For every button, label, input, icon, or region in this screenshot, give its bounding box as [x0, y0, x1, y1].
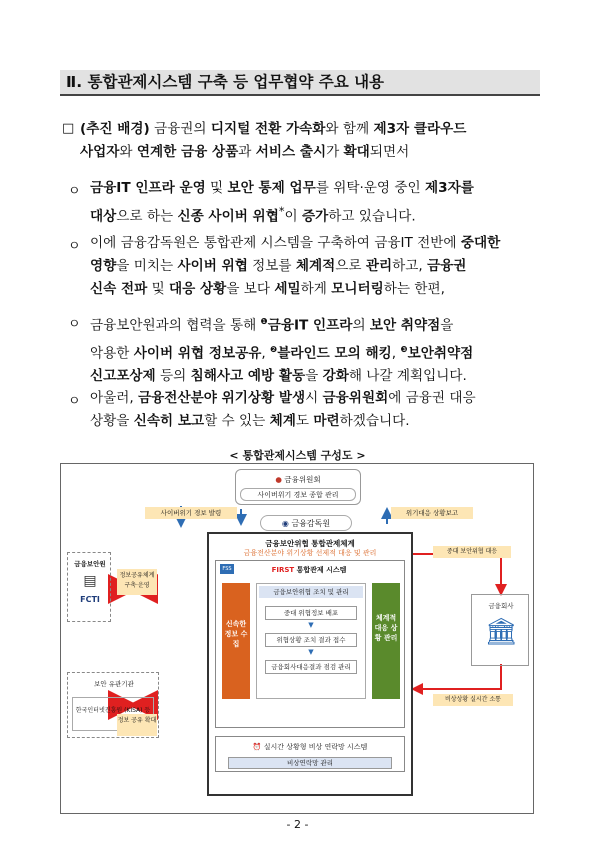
emph: 제3자 클라우드 [373, 121, 467, 137]
text: 을 보다 [226, 281, 275, 297]
arrow-from-bank [413, 664, 501, 689]
left-column: 신속한 정보 수집 [222, 583, 250, 699]
fsc-sub: 사이버위기 경보 종합 관리 [240, 488, 356, 501]
emph: 사이버 위협 [177, 258, 248, 274]
emph: 확대 [343, 144, 370, 160]
emph: 보안 통제 업무 [227, 180, 316, 196]
emph: 신속히 보고 [133, 413, 205, 429]
first-title [216, 565, 402, 575]
emph: 세밀 [274, 281, 301, 297]
text: 을 미치는 [116, 258, 178, 274]
text: 이 [284, 208, 302, 225]
flow-step: 금융회사대응결과 점검 관리 [265, 660, 357, 674]
circled-number: ❶ [260, 317, 268, 326]
flow-box [256, 583, 366, 699]
arrow-to-bank [413, 554, 501, 594]
server-icon: ▤ [83, 573, 97, 589]
emph: 사이버 위협 정보공유 [133, 345, 262, 362]
right-note: 위기대응 상황보고 [391, 507, 473, 519]
clock-icon: ⏰ [252, 743, 262, 751]
fsc-name [236, 474, 360, 485]
emph: 대응 상황 [169, 281, 227, 297]
emph: 마련 [313, 413, 340, 429]
system-frame [207, 532, 413, 796]
bank-box [471, 594, 529, 666]
alarm-label: 실시간 상황형 비상 연락망 시스템 [263, 743, 368, 751]
text: 하게 [300, 281, 332, 297]
emph: 보안 취약점 [369, 317, 441, 334]
text: 의 [352, 317, 370, 334]
bullet-marker: ㅇ [68, 239, 81, 254]
emph: 강화 [322, 368, 349, 385]
bullet-marker: ㅇ [68, 394, 81, 409]
text: 악용한 [90, 345, 134, 362]
bullet-2 [90, 232, 550, 301]
fss-label: 금융감독원 [291, 519, 331, 528]
text: 해 나갈 계획입니다. [348, 368, 467, 385]
text: 등의 [155, 368, 191, 385]
bank-building-icon: 🏛 [484, 617, 518, 647]
first-logo-icon: FSS [220, 564, 234, 574]
arrow-down-icon: ▼ [308, 621, 314, 629]
bullet-1 [90, 177, 550, 229]
flow-step: 위협상황 조치 결과 접수 [265, 633, 357, 647]
emph: 대상 [90, 208, 117, 225]
text: 및 [147, 281, 170, 297]
text: 이에 금융감독원은 통합관제 시스템을 구축하여 금융IT 전반에 [90, 235, 461, 251]
text: 도 [295, 413, 314, 429]
emph: 신종 사이버 위협 [177, 208, 279, 225]
circled-number: ❸ [400, 344, 408, 354]
fsi-note: 정보공유체계 구축·운영 [117, 569, 157, 595]
emph: 영향 [90, 258, 117, 274]
left-note: 사이버위기 경보 발령 [145, 507, 237, 519]
section-numeral: Ⅱ. [66, 73, 83, 91]
emph: 서비스 출시 [255, 144, 327, 160]
emph: 침해사고 예방 활동 [190, 368, 306, 385]
text: 하고, [392, 258, 428, 274]
fsi-name: 금융보안원 [74, 560, 106, 568]
text: 시 [305, 390, 323, 406]
square-marker: □ [62, 121, 75, 136]
arrow-down-icon: ▼ [308, 648, 314, 656]
text: 할 수 있는 [204, 413, 270, 429]
alarm-frame [215, 736, 405, 772]
tag: (추진 배경) [80, 121, 150, 137]
emph: 관리 [365, 258, 393, 274]
bullet-marker: ㅇ [68, 317, 81, 332]
text: 금융권의 [149, 121, 211, 137]
emph: 중대한 [460, 235, 501, 251]
text: 과 [238, 144, 256, 160]
bank-bottom-note: 비상상황 실시간 소통 [433, 694, 513, 706]
text: 아울러, [90, 390, 139, 406]
emph: 체계적 [295, 258, 336, 274]
text: 으로 [335, 258, 366, 274]
bank-name: 금융회사 [488, 602, 514, 610]
emph: 금융IT 인프라 운영 [90, 180, 206, 196]
emph: 금융권 [427, 258, 467, 274]
text: 가 [326, 144, 344, 160]
emph: 체계 [269, 413, 296, 429]
system-diagram [60, 463, 534, 814]
text: , [261, 345, 271, 362]
text: 으로 하는 [116, 208, 178, 225]
emph: 연계한 금융 상품 [136, 144, 239, 160]
right-column: 체계적 대응 상황 관리 [372, 583, 400, 699]
first-label: 통합관제 시스템 [294, 566, 347, 574]
text: 금융보안원과의 협력을 통해 [90, 317, 261, 334]
fsi-box [67, 552, 111, 622]
bank-top-note: 중대 보안위협 대응 [433, 546, 511, 558]
emph: 보안취약점 [407, 345, 474, 362]
text: 하고 있습니다. [328, 208, 416, 225]
fsc-box [235, 469, 361, 505]
text: 을 [440, 317, 454, 334]
system-title: 금융보안위협 통합관제체계 [265, 539, 355, 548]
text: 상황을 [90, 413, 134, 429]
diagram-caption: < 통합관제시스템 구성도 > [229, 449, 366, 462]
emph: 신속 전파 [90, 281, 148, 297]
section-title [60, 70, 540, 96]
alarm-title [216, 742, 404, 752]
emph: 사업자 [80, 144, 120, 160]
text: 와 [119, 144, 137, 160]
text: 와 함께 [325, 121, 374, 137]
alarm-sub: 비상연락망 관리 [228, 757, 392, 769]
emph: 블라인드 모의 해킹 [277, 345, 392, 362]
partner-note: 정보 공유 확대 [117, 714, 157, 736]
background-paragraph [80, 118, 550, 164]
emph: 금융위원회 [322, 390, 389, 406]
emph: 증가 [301, 208, 329, 225]
text: 를 위탁·운영 중인 [315, 180, 425, 196]
partner-name: 한국인터넷진흥원 (KISA) 등 [72, 697, 154, 731]
emblem-icon: ● [275, 475, 282, 484]
partner-title: 보안 유관기관 [94, 680, 134, 688]
flow-header: 금융보안위협 조치 및 관리 [259, 586, 363, 598]
fss-box [260, 515, 352, 531]
first-frame [215, 560, 405, 728]
emph: 제3자를 [424, 180, 474, 196]
bullet-marker: ㅇ [68, 184, 81, 199]
text: 하는 한편, [383, 281, 445, 297]
emph: 모니터링 [331, 281, 384, 297]
fss-logo-icon: ◉ [281, 519, 289, 528]
emph: 금융전산분야 위기상황 발생 [138, 390, 306, 406]
emph: 금융IT 인프라 [267, 317, 353, 334]
footnote-mark: * [278, 204, 285, 218]
section-heading: 통합관제시스템 구축 등 업무협약 주요 내용 [87, 73, 385, 91]
circled-number: ❷ [270, 344, 278, 354]
flow-step: 중대 위협정보 배포 [265, 606, 357, 620]
page-number: - 2 - [286, 818, 309, 831]
bullet-4 [90, 387, 550, 433]
text: 하겠습니다. [339, 413, 410, 429]
fcti-brand: FCTI [80, 595, 100, 604]
first-brand: FIRST [271, 566, 295, 574]
bullet-3 [90, 310, 550, 388]
text: 및 [205, 180, 228, 196]
text: 정보를 [247, 258, 296, 274]
emph: 신고포상제 [90, 368, 156, 385]
text: 되면서 [369, 144, 410, 160]
system-subtitle: 금융전산분야 위기상황 선제적 대응 및 관리 [243, 549, 377, 557]
text: 에 금융권 대응 [388, 390, 476, 406]
text: , [391, 345, 401, 362]
emph: 디지털 전환 가속화 [210, 121, 326, 137]
text: 을 [305, 368, 323, 385]
fsc-label: 금융위원회 [284, 475, 321, 484]
